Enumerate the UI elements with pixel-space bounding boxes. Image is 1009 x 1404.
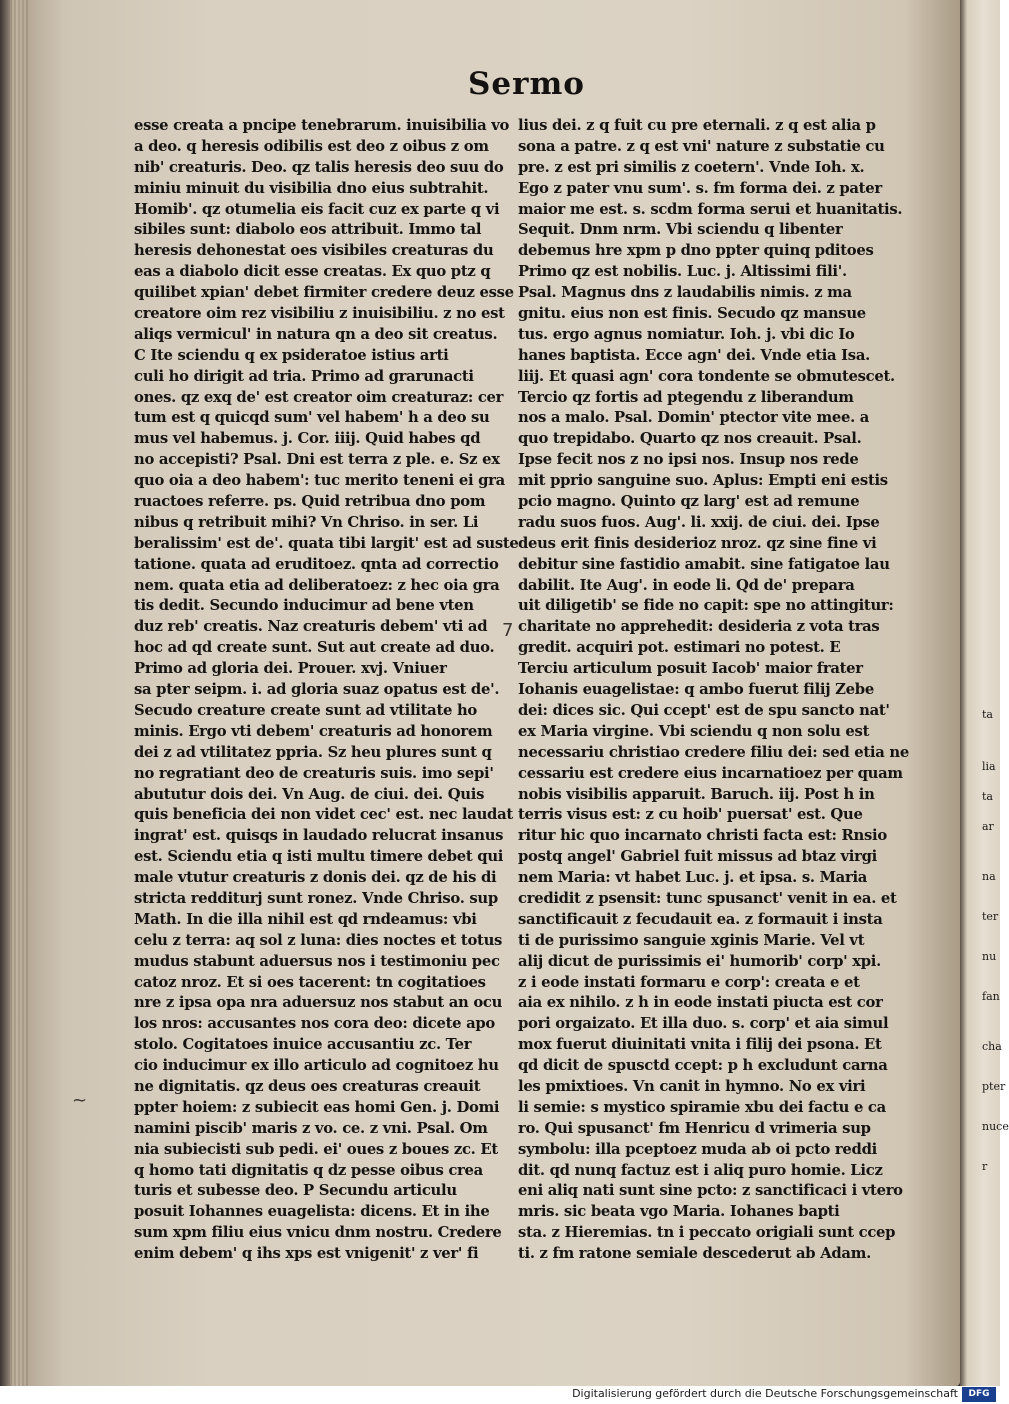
facing-page-fragment: nuce: [982, 1120, 1009, 1133]
text-line: Iohanis euagelistae: q ambo fuerut filij Zebe: [518, 681, 874, 699]
margin-mark: ~: [72, 1090, 88, 1111]
facing-page-fragment: fan: [982, 990, 1000, 1003]
text-line: nem. quata etia ad deliberatoez: z hec oia gra: [134, 576, 500, 594]
text-line: Tercio qz fortis ad ptegendu z liberandum: [518, 388, 854, 406]
text-line: liij. Et quasi agn' cora tondente se obmutescet.: [518, 367, 895, 385]
text-line: posuit Iohannes euagelista: dicens. Et in ihe: [134, 1203, 490, 1221]
text-line: C Ite sciendu q ex psideratoe istius arti: [134, 346, 449, 364]
facing-page-fragment: pter: [982, 1080, 1006, 1093]
text-line: esse creata a pncipe tenebrarum. inuisibilia vo: [134, 117, 510, 134]
text-line: stolo. Cogitatoes inuice accusantiu zc. Ter: [134, 1036, 472, 1054]
text-line: dabilit. Ite Aug'. in eode li. Qd de' prepara: [518, 576, 855, 594]
text-line: stricta redditurj sunt ronez. Vnde Chriso. sup: [134, 889, 498, 907]
facing-page-fragment: na: [982, 870, 996, 883]
text-line: ne dignitatis. qz deus oes creaturas creauit: [134, 1077, 481, 1095]
text-line: ritur hic quo incarnato christi facta est: Rnsio: [518, 827, 887, 845]
text-line: maior me est. s. scdm forma serui et huanitatis.: [518, 200, 903, 218]
text-line: sta. z Hieremias. tn i peccato origiali sunt ccep: [518, 1224, 896, 1242]
text-line: quis beneficia dei non videt cec' est. nec laudat: [134, 806, 513, 824]
text-line: sanctificauit z fecudauit ea. z formauit i insta: [518, 910, 883, 928]
text-line: Ego z pater vnu sum'. s. fm forma dei. z pater: [518, 179, 882, 197]
text-line: aia ex nihilo. z h in eode instati piucta est cor: [518, 994, 883, 1012]
text-line: alij dicut de purissimis ei' humorib' corp' xpi.: [518, 952, 881, 970]
text-line: charitate no apprehedit: desideria z vota tras: [518, 618, 880, 636]
text-line: catoz nroz. Et si oes tacerent: tn cogitatioes: [134, 973, 486, 991]
text-line: hoc ad qd create sunt. Sut aut create ad duo.: [134, 639, 495, 657]
text-line: cio inducimur ex illo articulo ad cognitoez hu: [134, 1057, 499, 1075]
text-line: q homo tati dignitatis q dz pesse oibus crea: [134, 1161, 483, 1179]
text-line: credidit z psensit: tunc spusanct' venit in ea. et: [518, 889, 897, 907]
text-line: culi ho dirigit ad tria. Primo ad grarunacti: [134, 367, 474, 385]
running-head: Sermo: [468, 66, 585, 102]
text-line: Math. In die illa nihil est qd rndeamus: vbi: [134, 910, 477, 928]
text-line: tatione. quata ad eruditoez. qnta ad correctio: [134, 555, 499, 573]
facing-page-fragment: ta: [982, 708, 993, 721]
text-line: minis. Ergo vti debem' creaturis ad honorem: [134, 722, 493, 740]
text-line: no accepisti? Psal. Dni est terra z ple. e. Sz ex: [134, 451, 500, 469]
text-line: nobis visibilis apparuit. Baruch. iij. Post h in: [518, 785, 875, 803]
text-line: Secudo creature create sunt ad vtilitate ho: [134, 701, 477, 719]
text-line: nem Maria: vt habet Luc. j. et ipsa. s. Maria: [518, 869, 868, 887]
text-line: necessariu christiao credere filiu dei: sed etia ne: [518, 743, 909, 761]
margin-mark: 7: [502, 620, 514, 641]
text-line: miniu minuit du visibilia dno eius subtrahit.: [134, 179, 489, 197]
text-line: dei z ad vtilitatez ppria. Sz heu plures sunt q: [134, 743, 492, 761]
text-line: ro. Qui spusanct' fm Henricu d vrimeria sup: [518, 1119, 871, 1137]
text-line: Homib'. qz otumelia eis facit cuz ex parte q vi: [134, 200, 500, 218]
text-line: est. Sciendu etia q isti multu timere debet qui: [134, 848, 504, 866]
facing-page-fragment: r: [982, 1160, 988, 1173]
text-line: quo oia a deo habem': tuc merito teneni ei gra: [134, 472, 505, 490]
text-line: namini piscib' maris z vo. ce. z vni. Psal. Om: [134, 1119, 488, 1137]
text-line: Terciu articulum posuit Iacob' maior frater: [518, 660, 863, 678]
text-line: heresis dehonestat oes visibiles creaturas du: [134, 242, 494, 260]
text-line: cessariu est credere eius incarnatioez per quam: [518, 764, 903, 782]
right-text-column: [518, 116, 909, 1265]
text-line: eni aliq nati sunt sine pcto: z sanctificaci i vtero: [518, 1182, 903, 1200]
text-line: ti. z fm ratone semiale descederut ab Adam.: [518, 1245, 871, 1263]
text-line: Sequit. Dnm nrm. Vbi sciendu q libenter: [518, 221, 843, 239]
text-line: ones. qz exq de' est creator oim creaturaz: cer: [134, 388, 504, 406]
text-line: mudus stabunt aduersus nos i testimoniu pec: [134, 952, 500, 970]
text-line: symbolu: illa pceptoez muda ab oi pcto reddi: [518, 1140, 877, 1158]
text-line: dei: dices sic. Qui ccept' est de spu sancto nat': [518, 701, 890, 719]
text-line: abututur dois dei. Vn Aug. de ciui. dei. Quis: [134, 785, 485, 803]
text-line: quilibet xpian' debet firmiter credere deuz esse: [134, 284, 514, 302]
text-line: pre. z est pri similis z coetern'. Vnde Ioh. x.: [518, 158, 865, 176]
facing-page-fragment: cha: [982, 1040, 1002, 1053]
text-line: enim debem' q ihs xps est vnigenit' z ver' fi: [134, 1245, 479, 1263]
text-line: nre z ipsa opa nra aduersuz nos stabut an ocu: [134, 994, 503, 1012]
text-line: hanes baptista. Ecce agn' dei. Vnde etia Isa.: [518, 346, 870, 364]
text-line: eas a diabolo dicit esse creatas. Ex quo ptz q: [134, 263, 491, 281]
text-line: debitur sine fastidio amabit. sine fatigatoe lau: [518, 555, 890, 573]
text-line: mris. sic beata vgo Maria. Iohanes bapti: [518, 1203, 840, 1221]
text-line: duz reb' creatis. Naz creaturis debem' vti ad: [134, 618, 488, 636]
text-line: male vtutur creaturis z donis dei. qz de his di: [134, 869, 497, 887]
text-line: z i eode instati formaru e corp': creata e et: [518, 973, 860, 991]
text-line: postq angel' Gabriel fuit missus ad btaz virgi: [518, 848, 877, 866]
text-line: pori orgaizato. Et illa duo. s. corp' et aia simul: [518, 1015, 889, 1033]
text-line: beralissim' est de'. quata tibi largit' est ad suste: [134, 534, 519, 552]
text-line: Primo qz est nobilis. Luc. j. Altissimi fili'.: [518, 263, 847, 281]
text-line: ingrat' est. quisqs in laudado relucrat insanus: [134, 827, 504, 845]
text-line: mit pprio sanguine suo. Aplus: Empti eni estis: [518, 472, 888, 490]
left-text-column: [134, 116, 519, 1265]
text-line: gnitu. eius non est finis. Secudo qz mansue: [518, 305, 866, 323]
text-line: a deo. q heresis odibilis est deo z oibus z om: [134, 137, 489, 155]
text-line: celu z terra: aq sol z luna: dies noctes et totus: [134, 931, 503, 949]
text-line: qd dicit de spusctd ccept: p h excludunt carna: [518, 1057, 888, 1075]
text-line: los nros: accusantes nos cora deo: dicete apo: [134, 1015, 495, 1033]
text-line: deus erit finis desiderioz nroz. qz sine fine vi: [518, 534, 877, 552]
text-line: sum xpm filiu eius vnicu dnm nostru. Credere: [134, 1224, 502, 1242]
text-line: sa pter seipm. i. ad gloria suaz opatus est de'.: [134, 681, 500, 699]
text-line: radu suos fuos. Aug'. li. xxij. de ciui. dei. Ipse: [518, 513, 880, 531]
text-line: creatore oim rez visibiliu z inuisibiliu. z no est: [134, 305, 505, 323]
text-line: nos a malo. Psal. Domin' ptector vite mee. a: [518, 409, 870, 427]
facing-page-fragment: ar: [982, 820, 994, 833]
footer-bar: [0, 1386, 1000, 1404]
text-line: mus vel habemus. j. Cor. iiij. Quid habes qd: [134, 430, 481, 448]
text-line: li semie: s mystico spiramie xbu dei factu e ca: [518, 1098, 886, 1116]
page-stack-edge: [10, 0, 30, 1386]
text-line: les pmixtioes. Vn canit in hymno. No ex viri: [518, 1077, 866, 1095]
text-line: quo trepidabo. Quarto qz nos creauit. Psal.: [518, 430, 862, 448]
text-line: tum est q quicqd sum' vel habem' h a deo su: [134, 409, 490, 427]
text-line: gredit. acquiri pot. estimari no potest. E: [518, 639, 841, 657]
text-line: mox fuerut diuinitati vnita i filij dei psona. Et: [518, 1036, 882, 1054]
text-line: uit diligetib' se fide no capit: spe no attingitur:: [518, 597, 894, 615]
text-line: lius dei. z q fuit cu pre eternali. z q est alia p: [518, 117, 876, 134]
facing-page-fragment: ter: [982, 910, 999, 923]
text-line: Ipse fecit nos z no ipsi nos. Insup nos rede: [518, 451, 859, 469]
text-line: sibiles sunt: diabolo eos attribuit. Immo tal: [134, 221, 482, 239]
text-line: ex Maria virgine. Vbi sciendu q non solu est: [518, 722, 870, 740]
facing-page-fragment: lia: [982, 760, 996, 773]
text-line: nib' creaturis. Deo. qz talis heresis deo suu do: [134, 158, 504, 176]
text-line: pcio magno. Quinto qz larg' est ad remune: [518, 493, 860, 511]
text-line: aliqs vermicul' in natura qn a deo sit creatus.: [134, 325, 498, 343]
text-line: Psal. Magnus dns z laudabilis nimis. z ma: [518, 284, 852, 302]
text-line: dit. qd nunq factuz est i aliq puro homie. Licz: [518, 1161, 883, 1179]
text-line: terris visus est: z cu hoib' puersat' est. Que: [518, 806, 863, 824]
text-line: tis dedit. Secundo inducimur ad bene vten: [134, 597, 474, 615]
text-line: sona a patre. z q est vni' nature z substatie cu: [518, 137, 885, 155]
digitization-credit: Digitalisierung gefördert durch die Deutsche Forschungsgemeinschaft: [572, 1387, 958, 1400]
text-line: ppter hoiem: z subiecit eas homi Gen. j. Domi: [134, 1098, 500, 1116]
facing-page-fragment: ta: [982, 790, 993, 803]
facing-page-edge: [960, 0, 1009, 1386]
text-line: ti de purissimo sanguie xginis Marie. Vel vt: [518, 931, 865, 949]
text-line: debemus hre xpm p dno ppter quinq pditoes: [518, 242, 874, 260]
text-line: nia subiecisti sub pedi. ei' oues z boues zc. Et: [134, 1140, 498, 1158]
dfg-logo: DFG: [962, 1387, 996, 1402]
text-line: ruactoes referre. ps. Quid retribua dno pom: [134, 493, 486, 511]
text-line: nibus q retribuit mihi? Vn Chriso. in ser. Li: [134, 513, 479, 531]
facing-page-fragment: nu: [982, 950, 997, 963]
text-line: tus. ergo agnus nomiatur. Ioh. j. vbi dic Io: [518, 325, 855, 343]
text-line: turis et subesse deo. P Secundu articulu: [134, 1182, 457, 1200]
text-line: Primo ad gloria dei. Prouer. xvj. Vniuer: [134, 660, 447, 678]
text-line: no regratiant deo de creaturis suis. imo sepi': [134, 764, 494, 782]
